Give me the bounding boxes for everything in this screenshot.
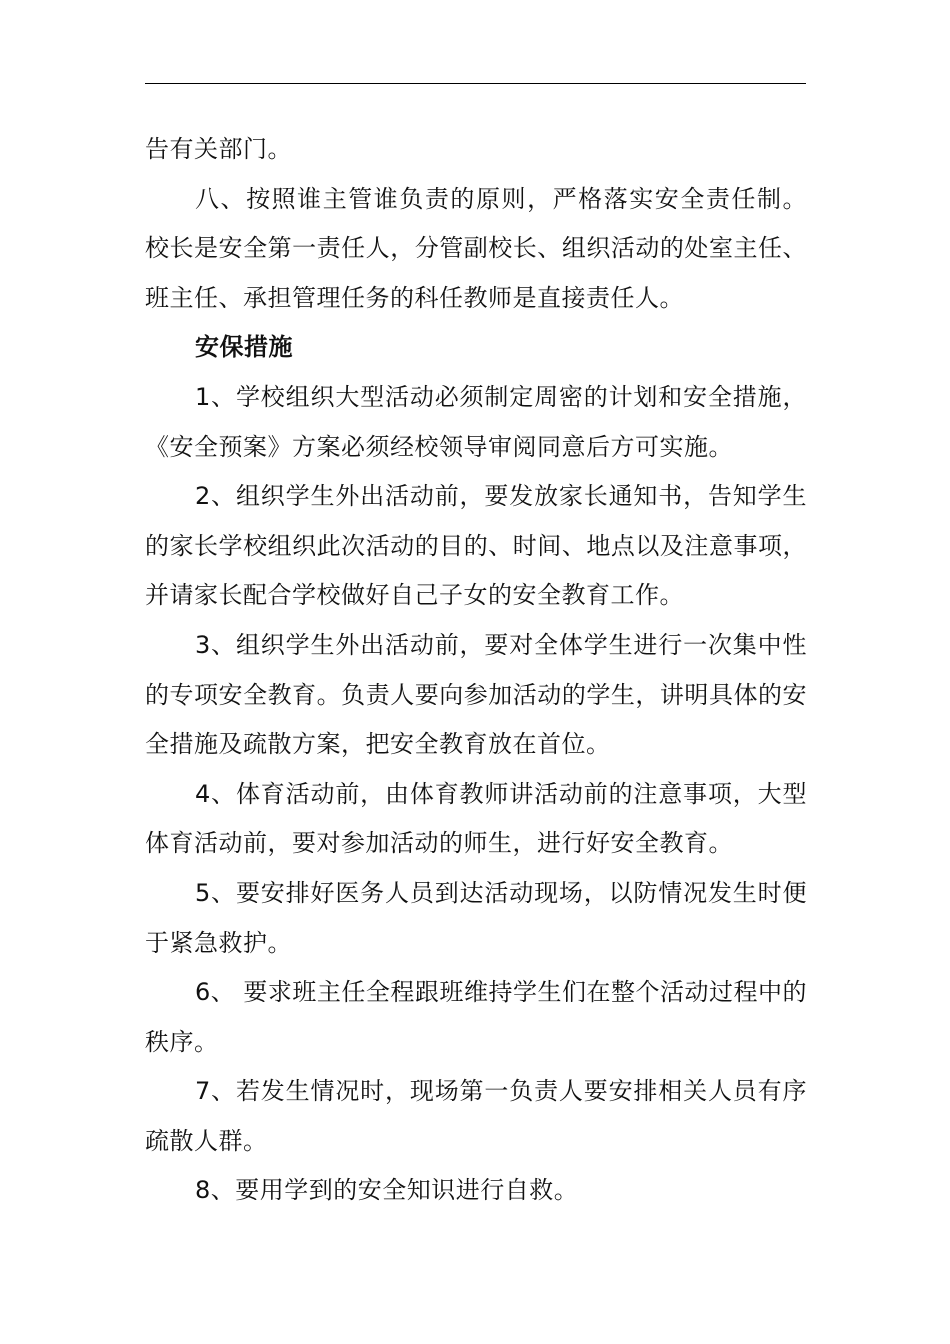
list-item-2: 2、组织学生外出活动前，要发放家长通知书，告知学生的家长学校组织此次活动的目的、时间、地点以及注意事项，并请家长配合学校做好自己子女的安全教育工作。 [145, 482, 807, 610]
list-item-5: 5、要安排好医务人员到达活动现场，以防情况发生时便于紧急救护。 [145, 878, 807, 957]
header-rule [145, 83, 806, 84]
list-item-4: 4、体育活动前，由体育教师讲活动前的注意事项，大型体育活动前，要对参加活动的师生，进行好安全教育。 [145, 779, 807, 858]
paragraph-continuation: 告有关部门。 [145, 135, 292, 163]
document-body [145, 125, 807, 1216]
list-item-1: 1、学校组织大型活动必须制定周密的计划和安全措施，《安全预案》方案必须经校领导审阅同意后方可实施。 [145, 382, 807, 461]
section-heading: 安保措施 [195, 333, 293, 362]
paragraph-responsibility: 八、按照谁主管谁负责的原则，严格落实安全责任制。校长是安全第一责任人，分管副校长、组织活动的处室主任、班主任、承担管理任务的科任教师是直接责任人。 [145, 184, 807, 312]
list-item-8: 8、要用学到的安全知识进行自救。 [195, 1176, 579, 1205]
list-item-7: 7、若发生情况时，现场第一负责人要安排相关人员有序疏散人群。 [145, 1077, 807, 1155]
list-item-3: 3、组织学生外出活动前，要对全体学生进行一次集中性的专项安全教育。负责人要向参加活动的学生，讲明具体的安全措施及疏散方案，把安全教育放在首位。 [145, 630, 807, 759]
list-item-6: 6、 要求班主任全程跟班维持学生们在整个活动过程中的秩序。 [145, 978, 807, 1056]
